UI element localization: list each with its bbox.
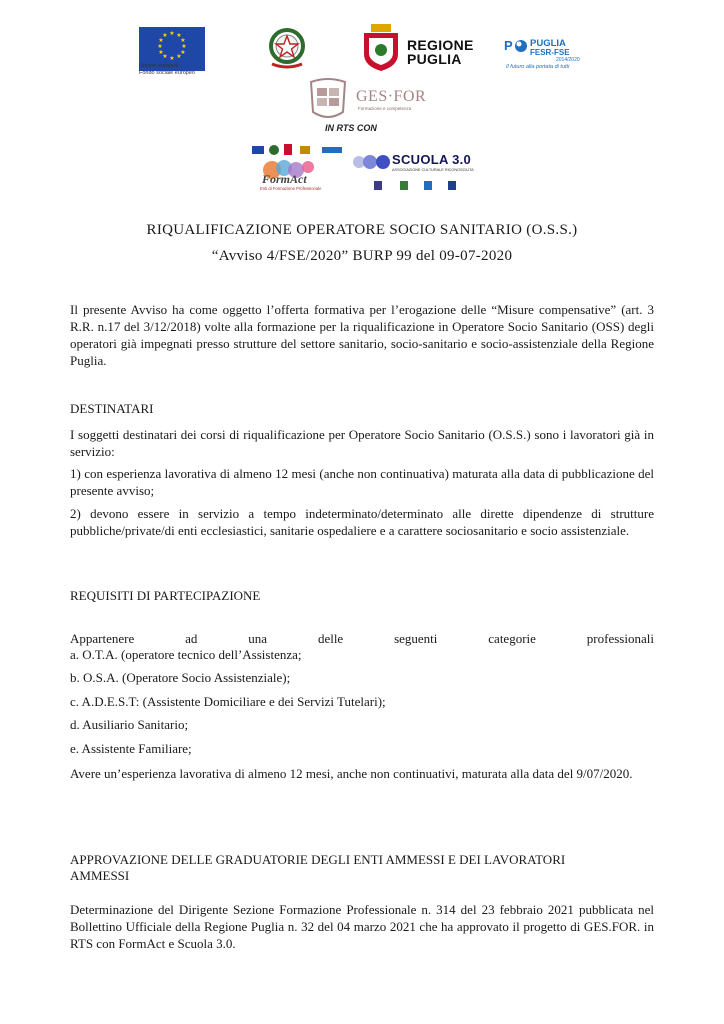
document-title: RIQUALIFICAZIONE OPERATORE SOCIO SANITARIO (O.S.S.) <box>146 222 578 238</box>
svg-text:★: ★ <box>158 49 164 56</box>
svg-text:★: ★ <box>158 37 164 44</box>
svg-text:★: ★ <box>169 30 175 37</box>
eu-stars-icon <box>139 27 205 63</box>
gesfor-emblem-icon <box>303 78 353 122</box>
partner-small-logos <box>252 140 352 160</box>
svg-text:★: ★ <box>162 32 168 39</box>
requisiti-intro-line <box>70 630 654 647</box>
requisiti-intro-word: Appartenere <box>70 631 135 646</box>
regione-puglia-shield-icon <box>362 24 400 72</box>
requisiti-intro-word: ad <box>185 631 198 646</box>
regione-puglia-wordmark <box>407 38 474 66</box>
requisiti-intro-word: professionali <box>586 631 654 646</box>
por-line2: FESR-FSE <box>530 48 570 57</box>
approvazione-paragraph: Determinazione del Dirigente Sezione Formazione Professionale n. 314 del 23 febbraio 2021 pubblicata nel Bollettino Ufficiale della Regione Puglia n. 32 del 04 marzo 2021 che ha approvato il progetto di GES.FOR. in RTS con FormAct e Scuola 3.0. <box>70 902 654 951</box>
approvazione-heading: APPROVAZIONE DELLE GRADUATORIE DEGLI ENTI AMMESSI E DEI LAVORATORI <box>70 852 566 867</box>
requisiti-intro-word: delle <box>317 631 344 646</box>
svg-text:★: ★ <box>169 55 175 62</box>
approvazione-heading-line2: AMMESSI <box>70 868 130 883</box>
svg-text:★: ★ <box>162 53 168 60</box>
svg-text:★: ★ <box>181 43 187 50</box>
formact-logo <box>252 158 347 194</box>
por-tagline: Il futuro alla portata di tutti <box>506 64 570 70</box>
eu-caption <box>139 63 209 76</box>
scuola-3-logo <box>352 148 472 194</box>
in-rts-con-label: IN RTS CON <box>325 123 377 133</box>
intro-paragraph: Il presente Avviso ha come oggetto l’offerta formativa per l’erogazione delle “Misure compensative” (art. 3 R.R. n.17 del 3/12/2018) volte alla formazione per la riqualificazione in Operatore Socio Sanitario (OSS) degli operatori già impegnati presso strutture del settore sanitario, socio-sanitario e socio-assistenziale della Regione Puglia. <box>70 302 654 368</box>
svg-text:★: ★ <box>176 32 182 39</box>
destinatari-paragraph-3: 2) devono essere in servizio a tempo indeterminato/determinato alle dirette dipendenze di strutture pubbliche/private/di enti ecclesiastici, sanitarie ospedaliere e a carattere sociosanitario e socio assistenziale. <box>70 506 654 538</box>
svg-text:★: ★ <box>180 37 186 44</box>
gesfor-tagline: Formazione e competenza <box>358 106 412 111</box>
svg-text:★: ★ <box>180 49 186 56</box>
destinatari-paragraph-1: I soggetti destinatari dei corsi di riqualificazione per Operatore Socio Sanitario (O.S.S.) sono i lavoratori già in servizio: <box>70 427 654 459</box>
requisiti-heading: REQUISITI DI PARTECIPAZIONE <box>70 588 261 603</box>
requisiti-item-adest: c. A.D.E.S.T: (Assistente Domiciliare e dei Servizi Tutelari); <box>70 694 386 709</box>
requisiti-intro-word: categorie <box>488 631 536 646</box>
italian-republic-emblem <box>262 24 312 72</box>
requisiti-item-assistente-familiare: e. Assistente Familiare; <box>70 741 192 756</box>
gesfor-wordmark: GES·FOR <box>356 88 427 105</box>
requisiti-experience: Avere un’esperienza lavorativa di almeno 12 mesi, anche non continuativi, maturata alla data del 9/07/2020. <box>70 766 633 781</box>
regione-line1: REGIONE <box>407 37 474 53</box>
formact-tagline: Enti di Formazione Professionale <box>260 186 322 191</box>
eu-caption-line1: Unione europea <box>139 63 179 69</box>
requisiti-item-osa: b. O.S.A. (Operatore Socio Assistenziale); <box>70 670 291 685</box>
scuola-wordmark: SCUOLA 3.0 <box>392 152 472 167</box>
eu-caption-line2: Fondo sociale europeo <box>139 69 195 76</box>
svg-text:★: ★ <box>176 53 182 60</box>
svg-text:P: P <box>504 38 513 53</box>
formact-wordmark: FormAct <box>262 172 307 186</box>
destinatari-paragraph-2: 1) con esperienza lavorativa di almeno 12 mesi (anche non continuativa) maturata alla data di pubblicazione del presente avviso; <box>70 466 654 498</box>
requisiti-intro-word: una <box>248 631 268 646</box>
destinatari-heading: DESTINATARI <box>70 401 154 416</box>
requisiti-item-ausiliario: d. Ausiliario Sanitario; <box>70 717 189 732</box>
requisiti-item-ota: a. O.T.A. (operatore tecnico dell’Assistenza; <box>70 647 302 662</box>
requisiti-intro-word: seguenti <box>394 631 438 646</box>
por-years: 2014/2020 <box>556 57 580 63</box>
document-subtitle: “Avviso 4/FSE/2020” BURP 99 del 09-07-2020 <box>211 248 513 264</box>
por-puglia-logo <box>504 38 604 78</box>
svg-text:★: ★ <box>157 43 163 50</box>
por-line1: PUGLIA <box>530 38 566 49</box>
regione-line2: PUGLIA <box>407 51 462 67</box>
scuola-tagline: ASSOCIAZIONE CULTURALE RICONOSCIUTA <box>392 168 474 172</box>
